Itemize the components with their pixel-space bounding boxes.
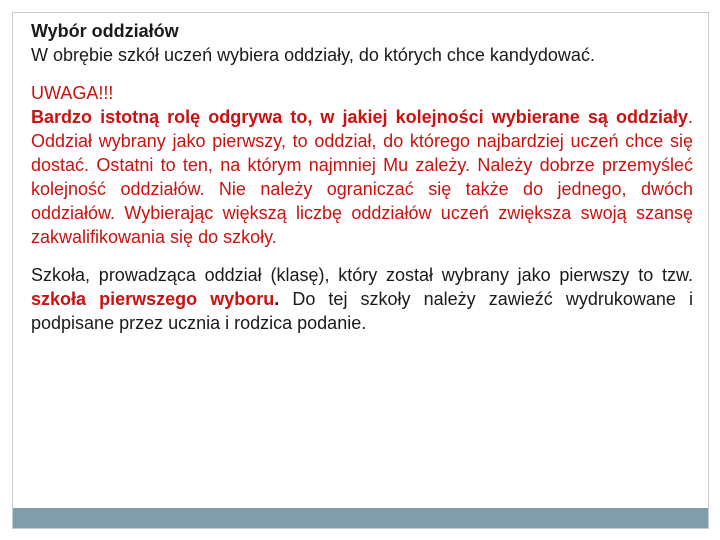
warning-paragraph [31,105,693,249]
first-choice-intro: Szkoła, prowadząca oddział (klasę), który został wybrany jako pierwszy to tzw. [31,265,693,285]
first-choice-outro: Do tej szkoły należy zawieźć wydrukowane i podpisane przez ucznia i rodzica podanie. [31,289,693,333]
bottom-accent-bar [13,508,708,528]
section-title: Wybór oddziałów [31,21,179,41]
warning-body: . Oddział wybrany jako pierwszy, to oddział, do którego najbardziej uczeń chce się dostać. Ostatni to ten, na którym najmniej Mu zależy. Należy dobrze przemyśleć kolejność oddziałów. Nie należy ograniczać się także do jednego, dwóch oddziałów. Wybierając większą liczbę oddziałów uczeń zwiększa swoją szansę zakwalifikowania się do szkoły. [31,107,693,247]
first-choice-term-period: . [274,289,280,309]
spacer [31,67,693,81]
first-choice-term: szkoła pierwszego wyboru [31,289,275,309]
slide-frame [12,12,709,529]
warning-emphasis: Bardzo istotną rolę odgrywa to, w jakiej kolejności wybierane są oddziały [31,107,688,127]
first-choice-paragraph [31,263,693,335]
slide-content [31,19,693,335]
warning-label: UWAGA!!! [31,83,114,103]
intro-paragraph: W obrębie szkół uczeń wybiera oddziały, do których chce kandydować. [31,45,595,65]
spacer [31,249,693,263]
